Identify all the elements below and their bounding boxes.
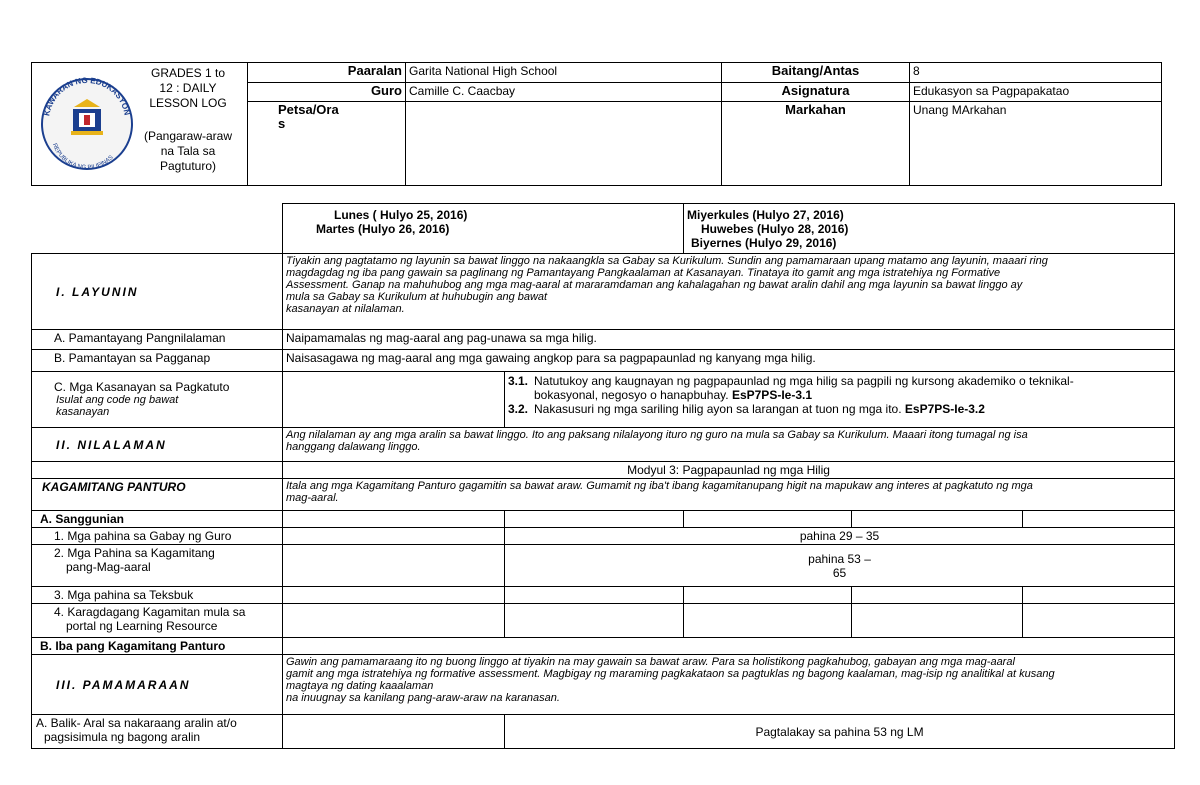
- lesson-log-subtitle: (Pangaraw-araw na Tala sa Pagtuturo): [143, 129, 233, 173]
- nilalaman-label: II. NILALAMAN: [32, 428, 283, 462]
- kasanayan-label: C. Mga Kasanayan sa Pagkatuto Isulat ang code ng bawat kasanayan: [32, 372, 283, 428]
- layunin-label: I. LAYUNIN: [32, 254, 283, 330]
- days-spacer: [32, 204, 283, 254]
- iba-pang-kagamitan-label: B. Iba pang Kagamitang Panturo: [32, 638, 283, 655]
- pamantayang-pangnilalaman-label: A. Pamantayang Pangnilalaman: [32, 330, 283, 350]
- teksbuk-cell: [684, 587, 852, 604]
- balik-aral-blank: [283, 715, 505, 749]
- karagdagang-cell: [1023, 604, 1175, 638]
- sanggunian-cell: [1023, 511, 1175, 528]
- guro-value: Camille C. Caacbay: [406, 82, 722, 102]
- kagamitang-mag-aaral-value: pahina 53 – 65: [505, 545, 1175, 587]
- lesson-log-table: [31, 203, 1175, 749]
- kagamitang-blank: [283, 545, 505, 587]
- kasanayan-code: EsP7PS-Ie-3.1: [731, 388, 812, 402]
- kagamitan-label: KAGAMITANG PANTURO: [32, 479, 283, 511]
- teksbuk-cell: [505, 587, 684, 604]
- kagamitan-text: Itala ang mga Kagamitang Panturo gagamitin sa bawat araw. Gumamit ng iba't ibang kagamitanupang higit na mapukaw ang interes at pagkatuto ng mga mag-aaral.: [283, 479, 1175, 511]
- sanggunian-cell: [505, 511, 684, 528]
- markahan-label: Markahan: [722, 102, 910, 186]
- karagdagang-cell: [852, 604, 1023, 638]
- days-left: Lunes ( Hulyo 25, 2016) Martes (Hulyo 26, 2016): [283, 204, 684, 254]
- iba-pang-kagamitan-value: [283, 638, 1175, 655]
- days-right: Miyerkules (Hulyo 27, 2016) Huwebes (Hulyo 28, 2016) Biyernes (Hulyo 29, 2016): [684, 204, 1175, 254]
- pamamaraan-text: Gawin ang pamamaraang ito ng buong linggo at tiyakin na may gawain sa bawat araw. Para sa holistikong pagkahubog, gabayan ang mga mag-aaral gamit ang mga istratehiya ng formative assessment. Magbigay ng maraming pagkakataon sa pagtuklas ng bagong kaalaman, mag-isip ng analitikal at kusang magtaya ng dating kaaalaman na inuugnay sa kanilang pang-araw-araw na karanasan.: [283, 655, 1175, 715]
- deped-logo: [37, 69, 137, 179]
- sanggunian-label: A. Sanggunian: [32, 511, 283, 528]
- kagamitang-mag-aaral-label: 2. Mga Pahina sa Kagamitang pang-Mag-aaral: [32, 545, 283, 587]
- balik-aral-label: A. Balik- Aral sa nakaraang aralin at/o pagsisimula ng bagong aralin: [32, 715, 283, 749]
- gabay-label: 1. Mga pahina sa Gabay ng Guro: [32, 528, 283, 545]
- kasanayan-item: 3.1. Natutukoy ang kaugnayan ng pagpapaunlad ng mga hilig sa pagpili ng kursong akademiko o teknikal- bokasyonal, negosyo o hanapbuhay. EsP7PS-Ie-3.1: [508, 374, 1074, 402]
- teksbuk-cell: [283, 587, 505, 604]
- paaralan-value: Garita National High School: [406, 63, 722, 83]
- petsa-value: [406, 102, 722, 186]
- svg-text:KAWARAN NG EDUKASYON: KAWARAN NG EDUKASYON: [42, 75, 132, 117]
- gabay-value: pahina 29 – 35: [505, 528, 1175, 545]
- guro-label: Guro: [248, 82, 406, 102]
- kasanayan-items: [505, 372, 1175, 428]
- modyul-title: Modyul 3: Pagpapaunlad ng mga Hilig: [283, 462, 1175, 479]
- gabay-blank: [283, 528, 505, 545]
- header-table: [31, 62, 1162, 186]
- paaralan-label: Paaralan: [248, 63, 406, 83]
- pamantayan-sa-pagganap-value: Naisasagawa ng mag-aaral ang mga gawaing angkop para sa pagpapaunlad ng kanyang mga hilig.: [283, 350, 1175, 372]
- pamantayang-pangnilalaman-value: Naipamamalas ng mag-aaral ang pag-unawa sa mga hilig.: [283, 330, 1175, 350]
- petsa-label: Petsa/Ora s: [248, 102, 406, 186]
- teksbuk-cell: [852, 587, 1023, 604]
- markahan-value: Unang MArkahan: [910, 102, 1162, 186]
- kasanayan-item: 3.2. Nakasusuri ng mga sariling hilig ayon sa larangan at tuon ng mga ito. EsP7PS-Ie-3.2: [508, 402, 985, 416]
- balik-aral-value: Pagtalakay sa pahina 53 ng LM: [505, 715, 1175, 749]
- sanggunian-cell: [684, 511, 852, 528]
- baitang-value: 8: [910, 63, 1162, 83]
- asignatura-value: Edukasyon sa Pagpapakatao: [910, 82, 1162, 102]
- karagdagang-cell: [505, 604, 684, 638]
- teksbuk-cell: [1023, 587, 1175, 604]
- karagdagang-label: 4. Karagdagang Kagamitan mula sa portal ng Learning Resource: [32, 604, 283, 638]
- kasanayan-code: EsP7PS-Ie-3.2: [904, 402, 985, 416]
- pamantayan-sa-pagganap-label: B. Pamantayan sa Pagganap: [32, 350, 283, 372]
- svg-text:REPUBLIKA NG PILIPINAS: REPUBLIKA NG PILIPINAS: [50, 142, 115, 172]
- modyul-spacer: [32, 462, 283, 479]
- logo-title-cell: [32, 63, 248, 186]
- kasanayan-blank: [283, 372, 505, 428]
- baitang-label: Baitang/Antas: [722, 63, 910, 83]
- karagdagang-cell: [684, 604, 852, 638]
- lesson-log-title: GRADES 1 to 12 : DAILY LESSON LOG: [149, 66, 227, 110]
- nilalaman-text: Ang nilalaman ay ang mga aralin sa bawat linggo. Ito ang paksang nilalayong ituro ng guro na mula sa Gabay sa Kurikulum. Maaari itong tumagal ng isa hanggang dalawang linggo.: [283, 428, 1175, 462]
- pamamaraan-label: III. PAMAMARAAN: [32, 655, 283, 715]
- asignatura-label: Asignatura: [722, 82, 910, 102]
- layunin-text: Tiyakin ang pagtatamo ng layunin sa bawat linggo na nakaangkla sa Gabay sa Kurikulum. Sundin ang pamamaraan upang matamo ang layunin, maaari ring magdagdag ng iba pang gawain sa paglinang ng Pamantayang Pangkaalaman at Kasanayan. Tinataya ito gamit ang mga istratehiya ng Formative Assessment. Ganap na mahuhubog ang mga mag-aaral at mararamdaman ang kahalagahan ng bawat aralin dahil ang mga layunin sa bawat linggo ay mula sa Gabay sa Kurikulum at huhubugin ang bawat kasanayan at nilalaman.: [283, 254, 1175, 330]
- teksbuk-label: 3. Mga pahina sa Teksbuk: [32, 587, 283, 604]
- sanggunian-cell: [852, 511, 1023, 528]
- sanggunian-cell: [283, 511, 505, 528]
- karagdagang-cell: [283, 604, 505, 638]
